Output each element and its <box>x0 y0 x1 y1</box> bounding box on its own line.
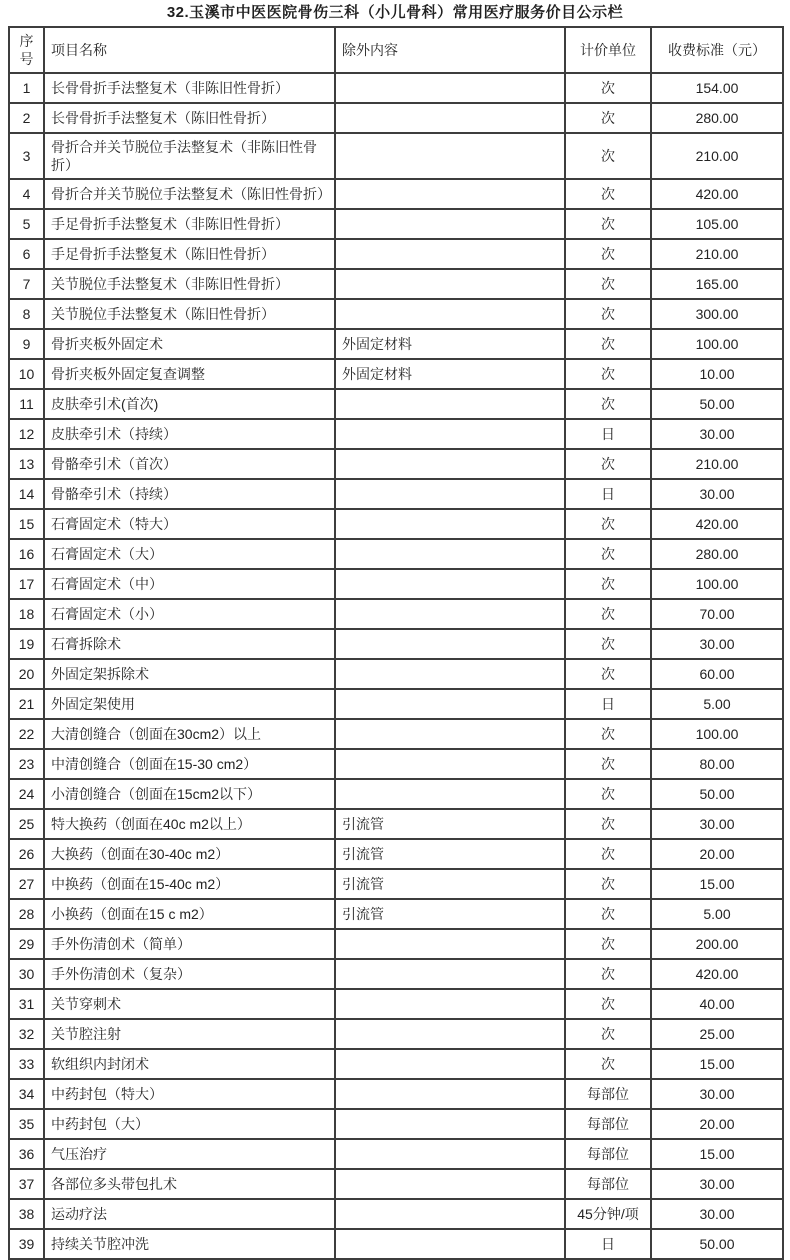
table-row <box>9 449 783 479</box>
cell-no: 28 <box>9 899 44 929</box>
cell-excluded <box>335 179 565 209</box>
cell-name: 小清创缝合（创面在15cm2以下） <box>44 779 335 809</box>
cell-name: 大清创缝合（创面在30cm2）以上 <box>44 719 335 749</box>
cell-excluded <box>335 779 565 809</box>
cell-unit: 日 <box>565 689 651 719</box>
cell-name: 石膏固定术（中） <box>44 569 335 599</box>
cell-excluded <box>335 479 565 509</box>
table-row <box>9 509 783 539</box>
cell-unit: 次 <box>565 779 651 809</box>
cell-name: 石膏固定术（特大） <box>44 509 335 539</box>
cell-excluded <box>335 749 565 779</box>
cell-excluded <box>335 689 565 719</box>
cell-name: 气压治疗 <box>44 1139 335 1169</box>
cell-price: 30.00 <box>651 419 783 449</box>
cell-no: 16 <box>9 539 44 569</box>
cell-name: 皮肤牵引术(首次) <box>44 389 335 419</box>
cell-price: 420.00 <box>651 509 783 539</box>
cell-excluded <box>335 209 565 239</box>
table-row <box>9 1109 783 1139</box>
table-row <box>9 929 783 959</box>
cell-price: 100.00 <box>651 569 783 599</box>
cell-price: 30.00 <box>651 1199 783 1229</box>
cell-unit: 日 <box>565 1229 651 1259</box>
table-row <box>9 809 783 839</box>
cell-name: 骨折夹板外固定复查调整 <box>44 359 335 389</box>
table-row <box>9 1229 783 1259</box>
cell-price: 60.00 <box>651 659 783 689</box>
table-row <box>9 239 783 269</box>
table-row <box>9 419 783 449</box>
cell-name: 骨折合并关节脱位手法整复术（陈旧性骨折） <box>44 179 335 209</box>
cell-price: 15.00 <box>651 1139 783 1169</box>
cell-price: 30.00 <box>651 809 783 839</box>
cell-price: 100.00 <box>651 329 783 359</box>
table-row <box>9 779 783 809</box>
cell-excluded: 外固定材料 <box>335 329 565 359</box>
table-row <box>9 479 783 509</box>
cell-no: 17 <box>9 569 44 599</box>
cell-unit: 次 <box>565 239 651 269</box>
cell-unit: 次 <box>565 269 651 299</box>
cell-price: 15.00 <box>651 1049 783 1079</box>
cell-no: 36 <box>9 1139 44 1169</box>
cell-unit: 次 <box>565 869 651 899</box>
cell-unit: 次 <box>565 179 651 209</box>
cell-name: 各部位多头带包扎术 <box>44 1169 335 1199</box>
cell-name: 持续关节腔冲洗 <box>44 1229 335 1259</box>
cell-price: 10.00 <box>651 359 783 389</box>
cell-price: 280.00 <box>651 103 783 133</box>
cell-no: 23 <box>9 749 44 779</box>
column-header-unit: 计价单位 <box>565 27 651 73</box>
cell-excluded <box>335 659 565 689</box>
cell-no: 19 <box>9 629 44 659</box>
cell-unit: 次 <box>565 359 651 389</box>
table-row <box>9 1169 783 1199</box>
cell-name: 骨骼牵引术（首次） <box>44 449 335 479</box>
cell-name: 骨折夹板外固定术 <box>44 329 335 359</box>
cell-name: 小换药（创面在15 c m2） <box>44 899 335 929</box>
cell-price: 100.00 <box>651 719 783 749</box>
cell-unit: 次 <box>565 899 651 929</box>
table-row <box>9 73 783 103</box>
cell-price: 210.00 <box>651 133 783 179</box>
cell-excluded <box>335 989 565 1019</box>
cell-unit: 次 <box>565 839 651 869</box>
cell-name: 皮肤牵引术（持续） <box>44 419 335 449</box>
cell-name: 中换药（创面在15-40c m2） <box>44 869 335 899</box>
cell-name: 软组织内封闭术 <box>44 1049 335 1079</box>
cell-no: 14 <box>9 479 44 509</box>
table-row <box>9 839 783 869</box>
cell-no: 26 <box>9 839 44 869</box>
table-row <box>9 359 783 389</box>
cell-price: 20.00 <box>651 839 783 869</box>
cell-unit: 日 <box>565 479 651 509</box>
table-row <box>9 689 783 719</box>
cell-excluded: 引流管 <box>335 899 565 929</box>
table-row <box>9 629 783 659</box>
cell-name: 手外伤清创术（简单） <box>44 929 335 959</box>
cell-name: 关节穿刺术 <box>44 989 335 1019</box>
cell-unit: 每部位 <box>565 1169 651 1199</box>
cell-unit: 次 <box>565 133 651 179</box>
cell-no: 7 <box>9 269 44 299</box>
cell-unit: 次 <box>565 1049 651 1079</box>
cell-unit: 每部位 <box>565 1079 651 1109</box>
table-row <box>9 959 783 989</box>
cell-no: 24 <box>9 779 44 809</box>
cell-unit: 次 <box>565 809 651 839</box>
cell-price: 154.00 <box>651 73 783 103</box>
cell-unit: 次 <box>565 73 651 103</box>
column-header-excluded: 除外内容 <box>335 27 565 73</box>
cell-price: 50.00 <box>651 389 783 419</box>
column-header-no: 序号 <box>9 27 44 73</box>
cell-unit: 次 <box>565 1019 651 1049</box>
table-body <box>9 73 783 1259</box>
cell-unit: 次 <box>565 449 651 479</box>
cell-no: 3 <box>9 133 44 179</box>
cell-price: 5.00 <box>651 689 783 719</box>
cell-price: 280.00 <box>651 539 783 569</box>
table-row <box>9 539 783 569</box>
cell-no: 10 <box>9 359 44 389</box>
cell-excluded <box>335 239 565 269</box>
cell-name: 手外伤清创术（复杂） <box>44 959 335 989</box>
cell-price: 80.00 <box>651 749 783 779</box>
table-row <box>9 599 783 629</box>
table-row <box>9 1079 783 1109</box>
cell-price: 165.00 <box>651 269 783 299</box>
cell-unit: 次 <box>565 959 651 989</box>
cell-excluded <box>335 419 565 449</box>
cell-no: 35 <box>9 1109 44 1139</box>
table-row <box>9 1049 783 1079</box>
cell-no: 22 <box>9 719 44 749</box>
cell-price: 5.00 <box>651 899 783 929</box>
cell-no: 5 <box>9 209 44 239</box>
cell-name: 中清创缝合（创面在15-30 cm2） <box>44 749 335 779</box>
cell-name: 手足骨折手法整复术（陈旧性骨折） <box>44 239 335 269</box>
cell-unit: 次 <box>565 209 651 239</box>
table-row <box>9 269 783 299</box>
cell-excluded <box>335 299 565 329</box>
cell-excluded: 引流管 <box>335 809 565 839</box>
cell-unit: 次 <box>565 929 651 959</box>
table-row <box>9 569 783 599</box>
cell-price: 70.00 <box>651 599 783 629</box>
cell-name: 关节脱位手法整复术（陈旧性骨折） <box>44 299 335 329</box>
cell-no: 27 <box>9 869 44 899</box>
cell-unit: 每部位 <box>565 1139 651 1169</box>
cell-price: 210.00 <box>651 449 783 479</box>
cell-no: 34 <box>9 1079 44 1109</box>
cell-name: 外固定架使用 <box>44 689 335 719</box>
cell-price: 30.00 <box>651 1079 783 1109</box>
table-row <box>9 899 783 929</box>
cell-no: 8 <box>9 299 44 329</box>
cell-name: 关节腔注射 <box>44 1019 335 1049</box>
cell-unit: 次 <box>565 599 651 629</box>
cell-excluded <box>335 959 565 989</box>
cell-no: 11 <box>9 389 44 419</box>
table-row <box>9 869 783 899</box>
table-row <box>9 103 783 133</box>
cell-name: 中药封包（大） <box>44 1109 335 1139</box>
cell-excluded <box>335 1139 565 1169</box>
cell-no: 37 <box>9 1169 44 1199</box>
cell-unit: 次 <box>565 629 651 659</box>
cell-price: 20.00 <box>651 1109 783 1139</box>
table-row <box>9 179 783 209</box>
cell-unit: 次 <box>565 329 651 359</box>
cell-price: 210.00 <box>651 239 783 269</box>
table-row <box>9 1139 783 1169</box>
cell-no: 2 <box>9 103 44 133</box>
cell-price: 40.00 <box>651 989 783 1019</box>
column-header-name: 项目名称 <box>44 27 335 73</box>
table-row <box>9 209 783 239</box>
cell-excluded <box>335 1019 565 1049</box>
page-title: 32.玉溪市中医医院骨伤三科（小儿骨科）常用医疗服务价目公示栏 <box>166 4 624 21</box>
cell-no: 21 <box>9 689 44 719</box>
cell-unit: 次 <box>565 569 651 599</box>
cell-excluded <box>335 629 565 659</box>
cell-price: 50.00 <box>651 1229 783 1259</box>
header-row <box>9 27 783 73</box>
price-table <box>8 26 784 1260</box>
table-row <box>9 989 783 1019</box>
cell-no: 38 <box>9 1199 44 1229</box>
cell-unit: 次 <box>565 103 651 133</box>
cell-no: 29 <box>9 929 44 959</box>
cell-unit: 每部位 <box>565 1109 651 1139</box>
cell-excluded <box>335 1049 565 1079</box>
cell-unit: 日 <box>565 419 651 449</box>
cell-no: 25 <box>9 809 44 839</box>
cell-no: 30 <box>9 959 44 989</box>
cell-excluded <box>335 73 565 103</box>
cell-unit: 次 <box>565 719 651 749</box>
cell-price: 420.00 <box>651 959 783 989</box>
cell-excluded <box>335 599 565 629</box>
cell-price: 50.00 <box>651 779 783 809</box>
table-row <box>9 719 783 749</box>
cell-name: 运动疗法 <box>44 1199 335 1229</box>
cell-price: 15.00 <box>651 869 783 899</box>
cell-no: 33 <box>9 1049 44 1079</box>
cell-price: 420.00 <box>651 179 783 209</box>
cell-name: 手足骨折手法整复术（非陈旧性骨折） <box>44 209 335 239</box>
cell-price: 105.00 <box>651 209 783 239</box>
cell-name: 骨折合并关节脱位手法整复术（非陈旧性骨折） <box>44 133 335 179</box>
cell-name: 长骨骨折手法整复术（陈旧性骨折） <box>44 103 335 133</box>
cell-excluded: 外固定材料 <box>335 359 565 389</box>
cell-excluded <box>335 539 565 569</box>
cell-excluded <box>335 133 565 179</box>
cell-excluded <box>335 449 565 479</box>
cell-excluded: 引流管 <box>335 839 565 869</box>
cell-excluded <box>335 1229 565 1259</box>
table-row <box>9 133 783 179</box>
cell-excluded <box>335 569 565 599</box>
table-row <box>9 1019 783 1049</box>
table-row <box>9 659 783 689</box>
cell-name: 关节脱位手法整复术（非陈旧性骨折） <box>44 269 335 299</box>
table-row <box>9 749 783 779</box>
cell-price: 200.00 <box>651 929 783 959</box>
cell-no: 15 <box>9 509 44 539</box>
cell-excluded <box>335 103 565 133</box>
cell-unit: 次 <box>565 539 651 569</box>
cell-name: 石膏固定术（小） <box>44 599 335 629</box>
cell-no: 13 <box>9 449 44 479</box>
cell-no: 20 <box>9 659 44 689</box>
cell-name: 特大换药（创面在40c m2以上） <box>44 809 335 839</box>
cell-unit: 次 <box>565 389 651 419</box>
cell-no: 39 <box>9 1229 44 1259</box>
cell-excluded <box>335 389 565 419</box>
cell-excluded <box>335 1169 565 1199</box>
cell-unit: 次 <box>565 989 651 1019</box>
cell-no: 32 <box>9 1019 44 1049</box>
table-row <box>9 389 783 419</box>
cell-excluded <box>335 269 565 299</box>
cell-no: 31 <box>9 989 44 1019</box>
cell-excluded <box>335 719 565 749</box>
table-row <box>9 299 783 329</box>
cell-no: 9 <box>9 329 44 359</box>
cell-price: 25.00 <box>651 1019 783 1049</box>
cell-unit: 次 <box>565 509 651 539</box>
cell-unit: 次 <box>565 659 651 689</box>
cell-no: 1 <box>9 73 44 103</box>
cell-name: 大换药（创面在30-40c m2） <box>44 839 335 869</box>
cell-no: 6 <box>9 239 44 269</box>
cell-unit: 次 <box>565 749 651 779</box>
cell-excluded: 引流管 <box>335 869 565 899</box>
cell-price: 300.00 <box>651 299 783 329</box>
cell-unit: 45分钟/项 <box>565 1199 651 1229</box>
cell-no: 4 <box>9 179 44 209</box>
cell-unit: 次 <box>565 299 651 329</box>
cell-name: 长骨骨折手法整复术（非陈旧性骨折） <box>44 73 335 103</box>
cell-name: 中药封包（特大） <box>44 1079 335 1109</box>
cell-name: 外固定架拆除术 <box>44 659 335 689</box>
cell-excluded <box>335 929 565 959</box>
cell-price: 30.00 <box>651 1169 783 1199</box>
cell-no: 12 <box>9 419 44 449</box>
column-header-price: 收费标准（元） <box>651 27 783 73</box>
cell-price: 30.00 <box>651 629 783 659</box>
cell-name: 石膏拆除术 <box>44 629 335 659</box>
cell-price: 30.00 <box>651 479 783 509</box>
cell-name: 骨骼牵引术（持续） <box>44 479 335 509</box>
cell-excluded <box>335 509 565 539</box>
cell-excluded <box>335 1109 565 1139</box>
cell-excluded <box>335 1079 565 1109</box>
table-row <box>9 329 783 359</box>
cell-name: 石膏固定术（大） <box>44 539 335 569</box>
cell-no: 18 <box>9 599 44 629</box>
